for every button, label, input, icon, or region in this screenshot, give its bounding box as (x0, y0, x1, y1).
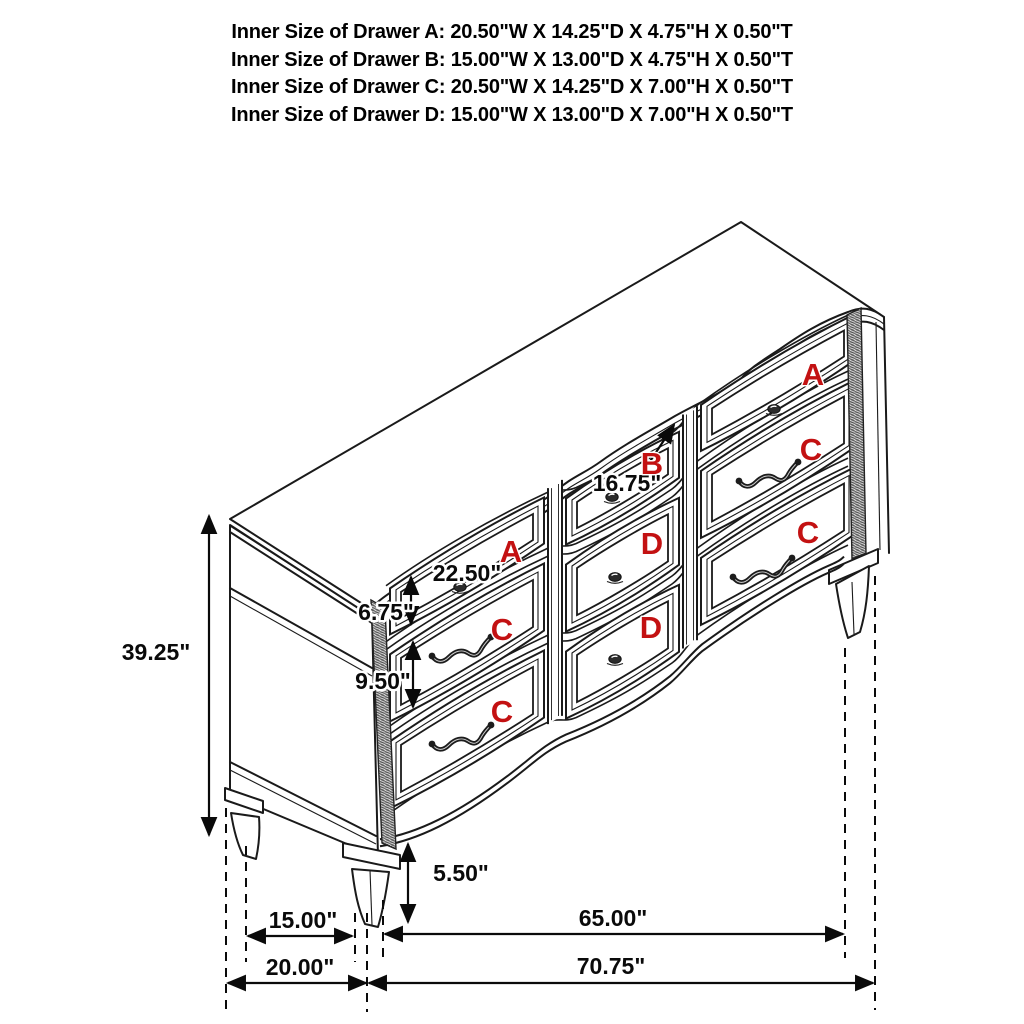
dim-leg-height-label: 5.50" (433, 860, 489, 886)
drawer-b-size-line: Inner Size of Drawer B: 15.00"W X 13.00"D X 4.75"H X 0.50"T (231, 48, 793, 71)
dim-depth-between-legs-label: 15.00" (268, 907, 338, 933)
dim-left-drawer-width-label: 22.50" (432, 560, 502, 586)
drawer-marker-a-right: A (801, 357, 825, 392)
drawer-marker-b: B (640, 446, 664, 481)
drawer-a-size-line: Inner Size of Drawer A: 20.50"W X 14.25"D X 4.75"H X 0.50"T (231, 21, 793, 43)
drawer-divider-left (548, 480, 562, 724)
drawer-d-size-line: Inner Size of Drawer D: 15.00"W X 13.00"D X 7.00"H X 0.50"T (231, 103, 793, 126)
front-left-leg (343, 843, 400, 927)
right-end-edge (876, 317, 889, 553)
drawer-marker-c-right-bottom: C (796, 515, 820, 550)
drawer-c-size-line: Inner Size of Drawer C: 20.50"W X 14.25"D X 7.00"H X 0.50"T (231, 76, 793, 99)
drawer-marker-d-bottom: D (639, 610, 663, 645)
back-left-leg (225, 788, 263, 859)
dim-drawer-c-height-label: 9.50" (355, 668, 411, 694)
drawer-divider-right (683, 406, 697, 648)
drawer-size-header (0, 19, 1024, 129)
drawer-marker-c-left-middle: C (490, 612, 514, 647)
dim-overall-width-label: 70.75" (576, 953, 646, 979)
drawer-marker-d-middle: D (640, 526, 664, 561)
dim-overall-depth-label: 20.00" (265, 954, 335, 980)
dim-overall-height-label: 39.25" (121, 639, 191, 665)
drawer-marker-c-left-bottom: C (490, 694, 514, 729)
dim-width-between-legs-label: 65.00" (578, 905, 648, 931)
drawer-marker-a-left: A (499, 534, 523, 569)
drawer-marker-c-right-middle: C (799, 432, 823, 467)
dim-middle-drawer-width-label: 16.75" (592, 470, 662, 496)
dim-drawer-a-height-label: 6.75" (358, 599, 414, 625)
